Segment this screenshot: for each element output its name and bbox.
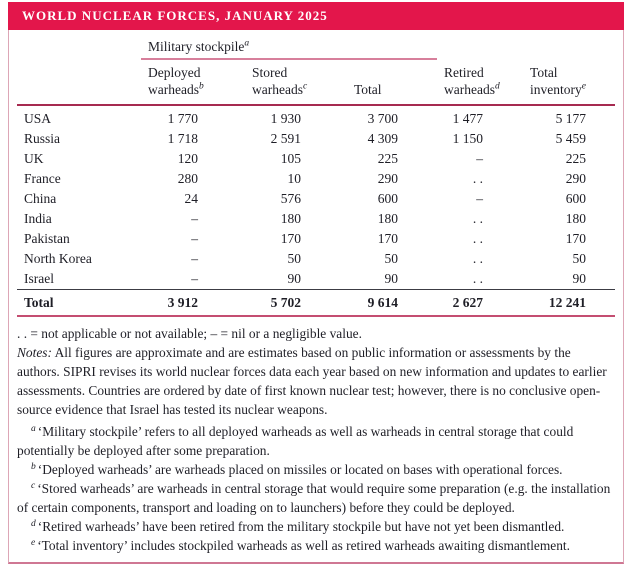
footnote-e: $^e$ ‘Total inventory’ includes stockpiled warheads as well as retired warheads awaiting dismantlement. [31,537,570,553]
col-header-stored: Stored warheads$^c$ [245,59,347,105]
footnote-e-marker: e [31,537,36,548]
footnote-c-marker: c [31,480,36,491]
col-header-country [17,59,141,105]
col-header-deployed: Deployed warheads$^b$ [141,59,245,105]
table-row-france: France 280 10 290 . . 290 [24,171,587,186]
spanner-label: Military stockpile [148,39,245,54]
table-row-israel: Israel – 90 90 . . 90 [24,271,587,286]
total-row: Total 3 912 5 702 9 614 2 627 12 241 [17,290,615,317]
footnote-b: $^b$ ‘Deployed warheads’ are warheads placed on missiles or located on bases with operational forces. [31,461,563,477]
footnote-c: $^c$ ‘Stored warheads’ are warheads in central storage that would require some preparation (e.g. the installation of certain components, transport and loading on to launchers) before they could be deployed. [17,480,611,515]
footnote-a-marker: a [31,423,36,434]
column-header-row [17,59,615,105]
footnote-d: $^d$ ‘Retired warheads’ have been retired from the military stockpile but have not yet been dismantled. [31,518,565,534]
footnote-ref-e: e [581,81,586,91]
table-row-uk: UK 120 105 225 – 225 [24,151,587,166]
table-row-usa: USA 1 770 1 930 3 700 1 477 5 177 [24,111,587,126]
footnote-ref-a: a [244,38,250,49]
footnote-a: $^a$ ‘Military stockpile’ refers to all deployed warheads as well as warheads in central storage that could potentially be deployed after some preparation. [17,423,574,458]
notes-section [9,317,623,562]
page-title: WORLD NUCLEAR FORCES, JANUARY 2025 [22,8,328,23]
nuclear-forces-table [17,30,615,317]
footnote-d-marker: d [31,518,36,529]
footnote-ref-c: c [302,81,308,91]
spanner-spacer-right [437,30,615,59]
spanner-row [17,30,615,59]
table-box [8,30,624,564]
table-row-china: China 24 576 600 – 600 [24,191,587,206]
notes-paragraph [17,343,615,419]
col-header-retired: Retired warheads$^d$ [437,59,523,105]
footnote-ref-d: d [495,81,500,91]
table-row-pakistan: Pakistan – 170 170 . . 170 [24,231,587,246]
notes-text: All figures are approximate and are estimates based on public information or assessments by the authors. SIPRI revises its world nuclear forces data each year based on new information and updates to earlier assessments. Countries are ordered by date of first known nuclear test; however, there is no conclusive open-source evidence that Israel has tested its nuclear weapons. [17,345,607,417]
footnote-b-marker: b [31,461,36,472]
fact-sheet-page [8,2,624,564]
table-row-russia: Russia 1 718 2 591 4 309 1 150 5 459 [24,131,587,146]
footnote-ref-b: b [198,81,204,91]
col-header-total: Total [347,59,437,105]
spanner-spacer [17,30,141,59]
table-row-india: India – 180 180 . . 180 [24,211,587,226]
table-title-bar [8,2,624,30]
table-row-north-korea: North Korea – 50 50 . . 50 [24,251,587,266]
col-header-inventory: Total inventory$^e$ [523,59,615,105]
notes-label: Notes: [17,345,52,360]
spanner-military-stockpile [141,30,437,59]
legend-line: . . = not applicable or not available; – = nil or a negligible value. [17,326,362,341]
